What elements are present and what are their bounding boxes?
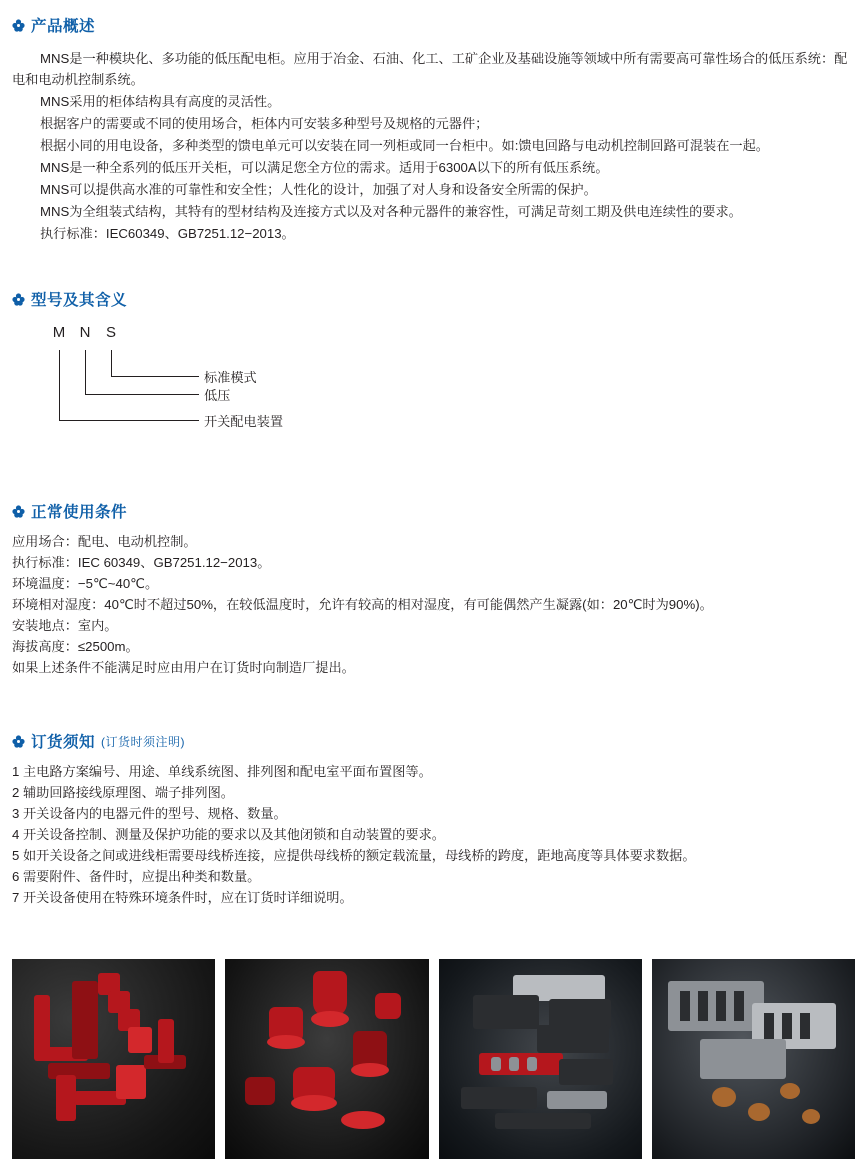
gallery-image-gray-panels-and-copper-nuts [652, 959, 855, 1159]
overview-paragraph: MNS为全组装式结构，其特有的型材结构及连接方式以及对各种元器件的兼容性，可满足苛刻工期及供电连续性的要求。 [40, 204, 742, 219]
model-line-n-vertical [85, 350, 86, 394]
model-line-n-horizontal [85, 394, 199, 395]
ordering-item: 2 辅助回路接线原理图、端子排列图。 [12, 785, 234, 800]
conditions-body [12, 531, 855, 678]
condition-line: 执行标准：IEC 60349、GB7251.12−2013。 [12, 555, 271, 570]
model-letter-m: M [52, 324, 66, 341]
overview-body [12, 48, 855, 244]
section-title: 产品概述 [31, 18, 96, 35]
ordering-item: 1 主电路方案编号、用途、单线系统图、排列图和配电室平面布置图等。 [12, 764, 432, 779]
gallery-image-red-round-insulators [225, 959, 428, 1159]
flower-icon [12, 293, 25, 306]
section-title: 订货须知 [31, 734, 96, 751]
condition-line: 如果上述条件不能满足时应由用户在订货时向制造厂提出。 [12, 660, 355, 675]
model-letters [46, 324, 124, 341]
condition-line: 环境相对湿度：40℃时不超过50%，在较低温度时，允许有较高的相对湿度，有可能偶然产生凝露(如：20℃时为90%)。 [12, 597, 713, 612]
model-label-switchgear: 开关配电装置 [204, 414, 284, 429]
overview-paragraph: MNS采用的柜体结构具有高度的灵活性。 [40, 94, 281, 109]
overview-paragraph: 根据客户的需要或不同的使用场合，柜体内可安装多种型号及规格的元器件； [40, 116, 489, 131]
overview-paragraph: MNS是一种模块化、多功能的低压配电柜。应用于冶金、石油、化工、工矿企业及基础设施等领域中所有需要高可靠性场合的低压系统：配电和电动机控制系统。 [12, 51, 848, 87]
condition-line: 海拔高度：≤2500m。 [12, 639, 139, 654]
section-heading-model [12, 288, 855, 310]
ordering-item: 6 需要附件、备件时，应提出种类和数量。 [12, 869, 261, 884]
ordering-item: 3 开关设备内的电器元件的型号、规格、数量。 [12, 806, 287, 821]
product-gallery [12, 959, 855, 1159]
condition-line: 环境温度：−5℃~40℃。 [12, 576, 159, 591]
overview-paragraph: MNS可以提供高水准的可靠性和安全性；人性化的设计，加强了对人身和设备安全所需的保护。 [40, 182, 597, 197]
overview-paragraph: 根据小同的用电设备，多种类型的馈电单元可以安装在同一列柜或同一台柜中。如:馈电回路与电动机控制回路可混装在一起。 [40, 138, 769, 153]
ordering-item: 4 开关设备控制、测量及保护功能的要求以及其他闭锁和自动装置的要求。 [12, 827, 445, 842]
section-title: 正常使用条件 [31, 504, 128, 521]
section-heading-conditions [12, 500, 855, 522]
model-line-m-horizontal [59, 420, 199, 421]
model-line-m-vertical [59, 350, 60, 420]
ordering-item: 7 开关设备使用在特殊环境条件时，应在订货时详细说明。 [12, 890, 353, 905]
section-heading-ordering [12, 730, 855, 752]
overview-paragraph: MNS是一种全系列的低压开关柜，可以满足您全方位的需求。适用于6300A以下的所有低压系统。 [40, 160, 609, 175]
model-letter-n: N [79, 324, 91, 341]
condition-line: 应用场合：配电、电动机控制。 [12, 534, 197, 549]
document-page [0, 14, 867, 1159]
overview-paragraph: 执行标准：IEC60349、GB7251.12−2013。 [40, 226, 295, 241]
model-label-low-voltage: 低压 [204, 388, 231, 403]
ordering-item: 5 如开关设备之间或进线柜需要母线桥连接，应提供母线桥的额定载流量，母线桥的跨度，距地高度等具体要求数据。 [12, 848, 696, 863]
model-line-s-vertical [111, 350, 112, 376]
model-label-standard-mode: 标准模式 [204, 370, 257, 385]
section-title: 型号及其含义 [31, 292, 128, 309]
ordering-body [12, 761, 855, 908]
model-diagram [12, 324, 855, 454]
flower-icon [12, 505, 25, 518]
section-note: (订货时须注明) [101, 734, 186, 749]
flower-icon [12, 19, 25, 32]
gallery-image-terminal-blocks-assembly [439, 959, 642, 1159]
gallery-image-red-insulator-brackets [12, 959, 215, 1159]
section-heading-overview [12, 14, 855, 36]
model-letter-s: S [105, 324, 116, 341]
condition-line: 安装地点：室内。 [12, 618, 118, 633]
flower-icon [12, 735, 25, 748]
model-line-s-horizontal [111, 376, 199, 377]
